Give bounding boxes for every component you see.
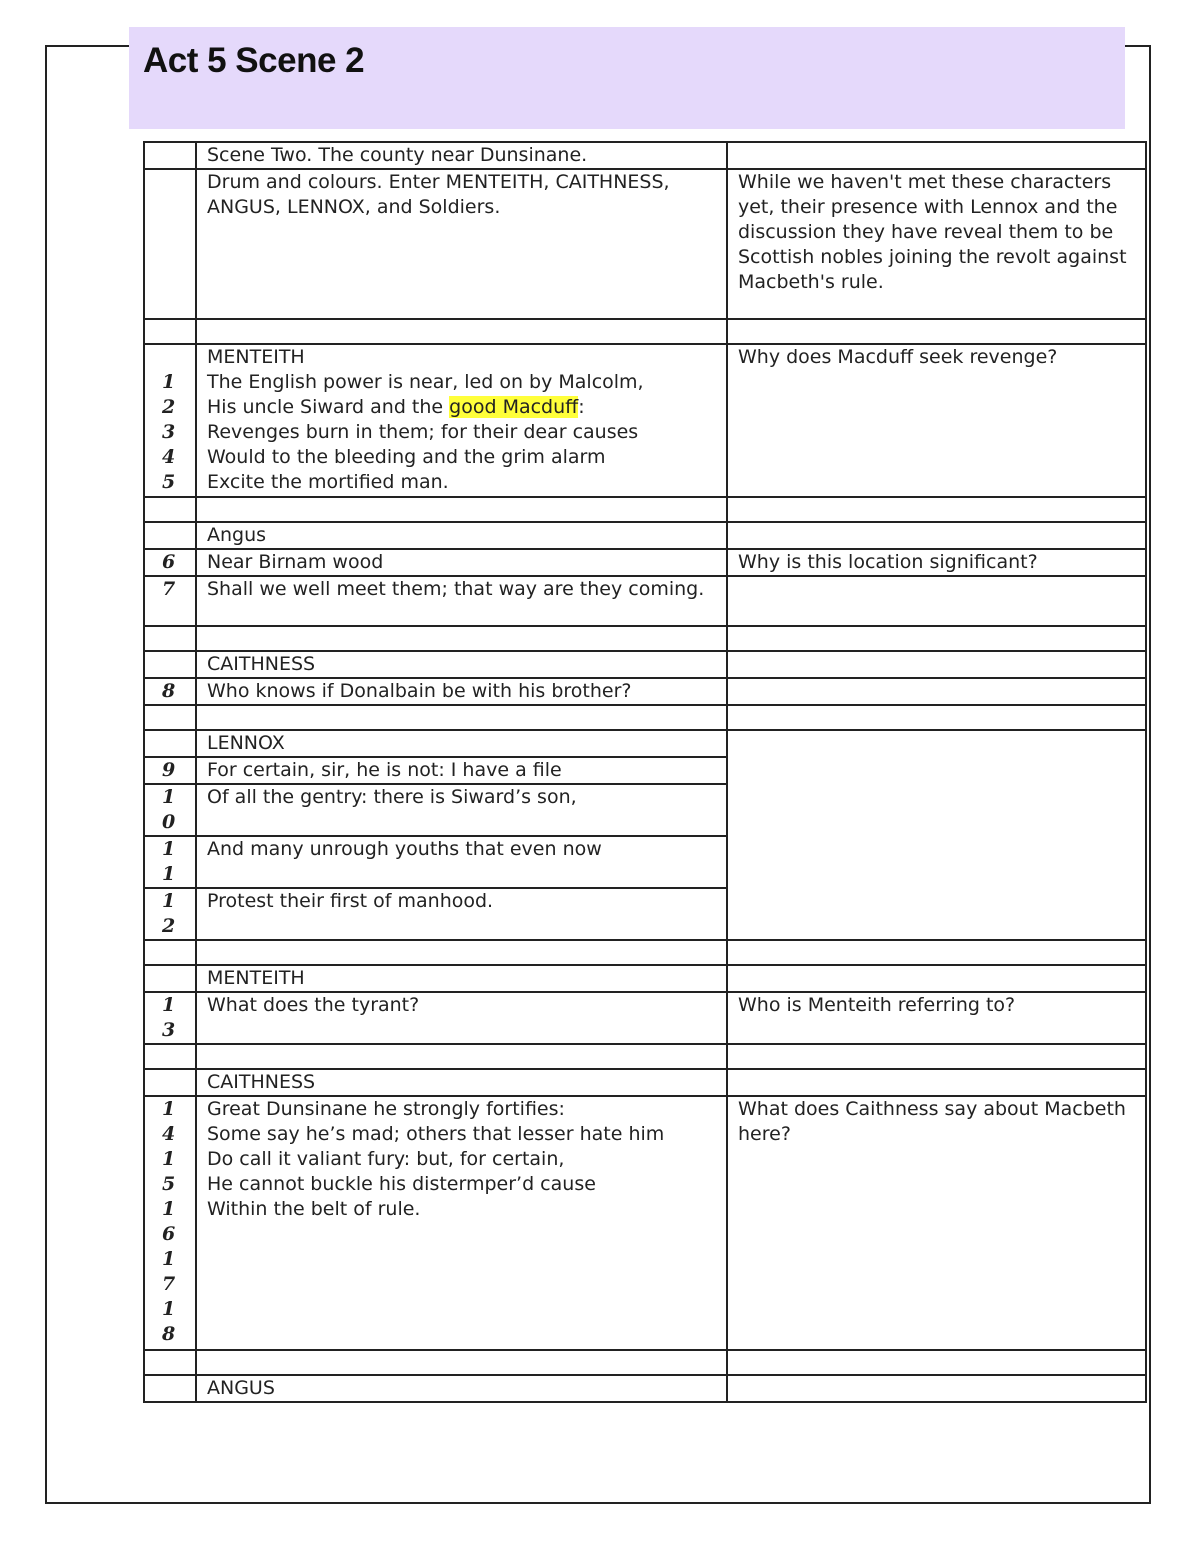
speech-cell bbox=[196, 344, 727, 497]
line-number: 0 bbox=[162, 811, 176, 833]
line-number: 7 bbox=[144, 576, 196, 626]
line-number: 8 bbox=[144, 678, 196, 705]
line-number-cell bbox=[144, 888, 196, 940]
notes-cell bbox=[727, 678, 1146, 705]
notes-cell bbox=[727, 576, 1146, 626]
line-number: 4 bbox=[162, 446, 176, 468]
speaker-name: MENTEITH bbox=[196, 965, 727, 992]
verse-line: Protest their first of manhood. bbox=[196, 888, 727, 940]
speaker-name: LENNOX bbox=[196, 730, 727, 757]
line-number: 1 bbox=[162, 994, 176, 1016]
spacer-row bbox=[144, 626, 1146, 651]
notes-cell bbox=[727, 522, 1146, 549]
verse-line: Great Dunsinane he strongly fortifies: bbox=[207, 1098, 565, 1120]
verse-line: Excite the mortified man. bbox=[207, 471, 449, 493]
table-row bbox=[144, 142, 1146, 169]
line-number: 1 bbox=[162, 890, 176, 912]
line-number-cell bbox=[144, 784, 196, 836]
table-row bbox=[144, 730, 1146, 757]
page-title: Act 5 Scene 2 bbox=[143, 41, 365, 80]
line-number: 7 bbox=[162, 1273, 176, 1295]
line-number: 1 bbox=[162, 863, 176, 885]
notes-cell bbox=[727, 1375, 1146, 1402]
annotation-note: What does Caithness say about Macbeth here? bbox=[727, 1096, 1146, 1350]
verse-line: The English power is near, led on by Malcolm, bbox=[207, 371, 644, 393]
line-number-cell bbox=[144, 169, 196, 319]
line-number-cell bbox=[144, 651, 196, 678]
table-row bbox=[144, 965, 1146, 992]
verse-line: Revenges burn in them; for their dear causes bbox=[207, 421, 639, 443]
line-number: 1 bbox=[162, 838, 176, 860]
spacer-row bbox=[144, 1044, 1146, 1069]
table-row bbox=[144, 344, 1146, 497]
line-number-cell bbox=[144, 522, 196, 549]
spacer-row bbox=[144, 497, 1146, 522]
speaker-name: ANGUS bbox=[196, 1375, 727, 1402]
line-number: 1 bbox=[162, 786, 176, 808]
line-number: 1 bbox=[162, 1098, 176, 1120]
speaker-name: Angus bbox=[196, 522, 727, 549]
verse-line: Near Birnam wood bbox=[196, 549, 727, 576]
line-number: 1 bbox=[162, 1198, 176, 1220]
line-number: 1 bbox=[162, 371, 176, 393]
notes-cell bbox=[727, 142, 1146, 169]
table-row bbox=[144, 576, 1146, 626]
table-row bbox=[144, 169, 1146, 319]
speech-cell bbox=[196, 1096, 727, 1350]
line-number-cell bbox=[144, 344, 196, 497]
line-number-cell bbox=[144, 836, 196, 888]
line-number: 2 bbox=[162, 396, 176, 418]
verse-line: Do call it valiant fury: but, for certain, bbox=[207, 1148, 565, 1170]
script-table bbox=[143, 141, 1147, 1403]
verse-line: Who knows if Donalbain be with his brother? bbox=[196, 678, 727, 705]
line-number: 5 bbox=[162, 471, 176, 493]
table-row bbox=[144, 992, 1146, 1044]
table-row bbox=[144, 678, 1146, 705]
table-row bbox=[144, 651, 1146, 678]
verse-line: He cannot buckle his distermper’d cause bbox=[207, 1173, 596, 1195]
line-number-cell bbox=[144, 965, 196, 992]
line-number-cell bbox=[144, 992, 196, 1044]
line-number: 6 bbox=[162, 1223, 176, 1245]
line-number: 2 bbox=[162, 915, 176, 937]
notes-cell bbox=[727, 651, 1146, 678]
stage-direction: Drum and colours. Enter MENTEITH, CAITHNESS, ANGUS, LENNOX, and Soldiers. bbox=[196, 169, 727, 319]
spacer-row bbox=[144, 705, 1146, 730]
line-number: 9 bbox=[144, 757, 196, 784]
verse-line: Of all the gentry: there is Siward’s son, bbox=[196, 784, 727, 836]
annotation-note: While we haven't met these characters yet, their presence with Lennox and the discussion they have reveal them to be Scottish nobles joining the revolt against Macbeth's rule. bbox=[727, 169, 1146, 319]
spacer-row bbox=[144, 940, 1146, 965]
annotation-note: Why is this location significant? bbox=[727, 549, 1146, 576]
line-number: 5 bbox=[162, 1173, 176, 1195]
line-number-cell bbox=[144, 730, 196, 757]
verse-line: Within the belt of rule. bbox=[207, 1198, 421, 1220]
speaker-name: CAITHNESS bbox=[196, 1069, 727, 1096]
verse-line: Some say he’s mad; others that lesser hate him bbox=[207, 1123, 665, 1145]
line-number-cell bbox=[144, 1069, 196, 1096]
verse-text: : bbox=[578, 396, 585, 418]
annotation-note: Who is Menteith referring to? bbox=[727, 992, 1146, 1044]
line-number-cell bbox=[144, 1375, 196, 1402]
line-number-cell bbox=[144, 142, 196, 169]
line-number: 1 bbox=[162, 1148, 176, 1170]
line-number: 3 bbox=[162, 421, 176, 443]
spacer-row bbox=[144, 319, 1146, 344]
notes-cell bbox=[727, 965, 1146, 992]
verse-line: What does the tyrant? bbox=[196, 992, 727, 1044]
table-row bbox=[144, 1375, 1146, 1402]
table-row bbox=[144, 549, 1146, 576]
spacer-row bbox=[144, 1350, 1146, 1375]
table-row bbox=[144, 522, 1146, 549]
verse-text: His uncle Siward and the bbox=[207, 396, 450, 418]
table-row bbox=[144, 1069, 1146, 1096]
line-number: 1 bbox=[162, 1298, 176, 1320]
verse-line bbox=[207, 395, 716, 420]
speaker-name: MENTEITH bbox=[207, 346, 305, 368]
line-number: 1 bbox=[162, 1248, 176, 1270]
annotation-note: Why does Macduff seek revenge? bbox=[727, 344, 1146, 497]
verse-line: Would to the bleeding and the grim alarm bbox=[207, 446, 606, 468]
notes-cell bbox=[727, 730, 1146, 940]
table-row bbox=[144, 1096, 1146, 1350]
line-number: 3 bbox=[162, 1019, 176, 1041]
scene-heading: Scene Two. The county near Dunsinane. bbox=[196, 142, 727, 169]
line-number: 8 bbox=[162, 1323, 176, 1345]
verse-line: For certain, sir, he is not: I have a file bbox=[196, 757, 727, 784]
notes-cell bbox=[727, 1069, 1146, 1096]
speaker-name: CAITHNESS bbox=[196, 651, 727, 678]
highlighted-text: good Macduff bbox=[449, 396, 579, 418]
line-number: 4 bbox=[162, 1123, 176, 1145]
line-number: 6 bbox=[144, 549, 196, 576]
verse-line: And many unrough youths that even now bbox=[196, 836, 727, 888]
line-number-cell bbox=[144, 1096, 196, 1350]
title-banner bbox=[129, 27, 1125, 129]
verse-line: Shall we well meet them; that way are they coming. bbox=[196, 576, 727, 626]
